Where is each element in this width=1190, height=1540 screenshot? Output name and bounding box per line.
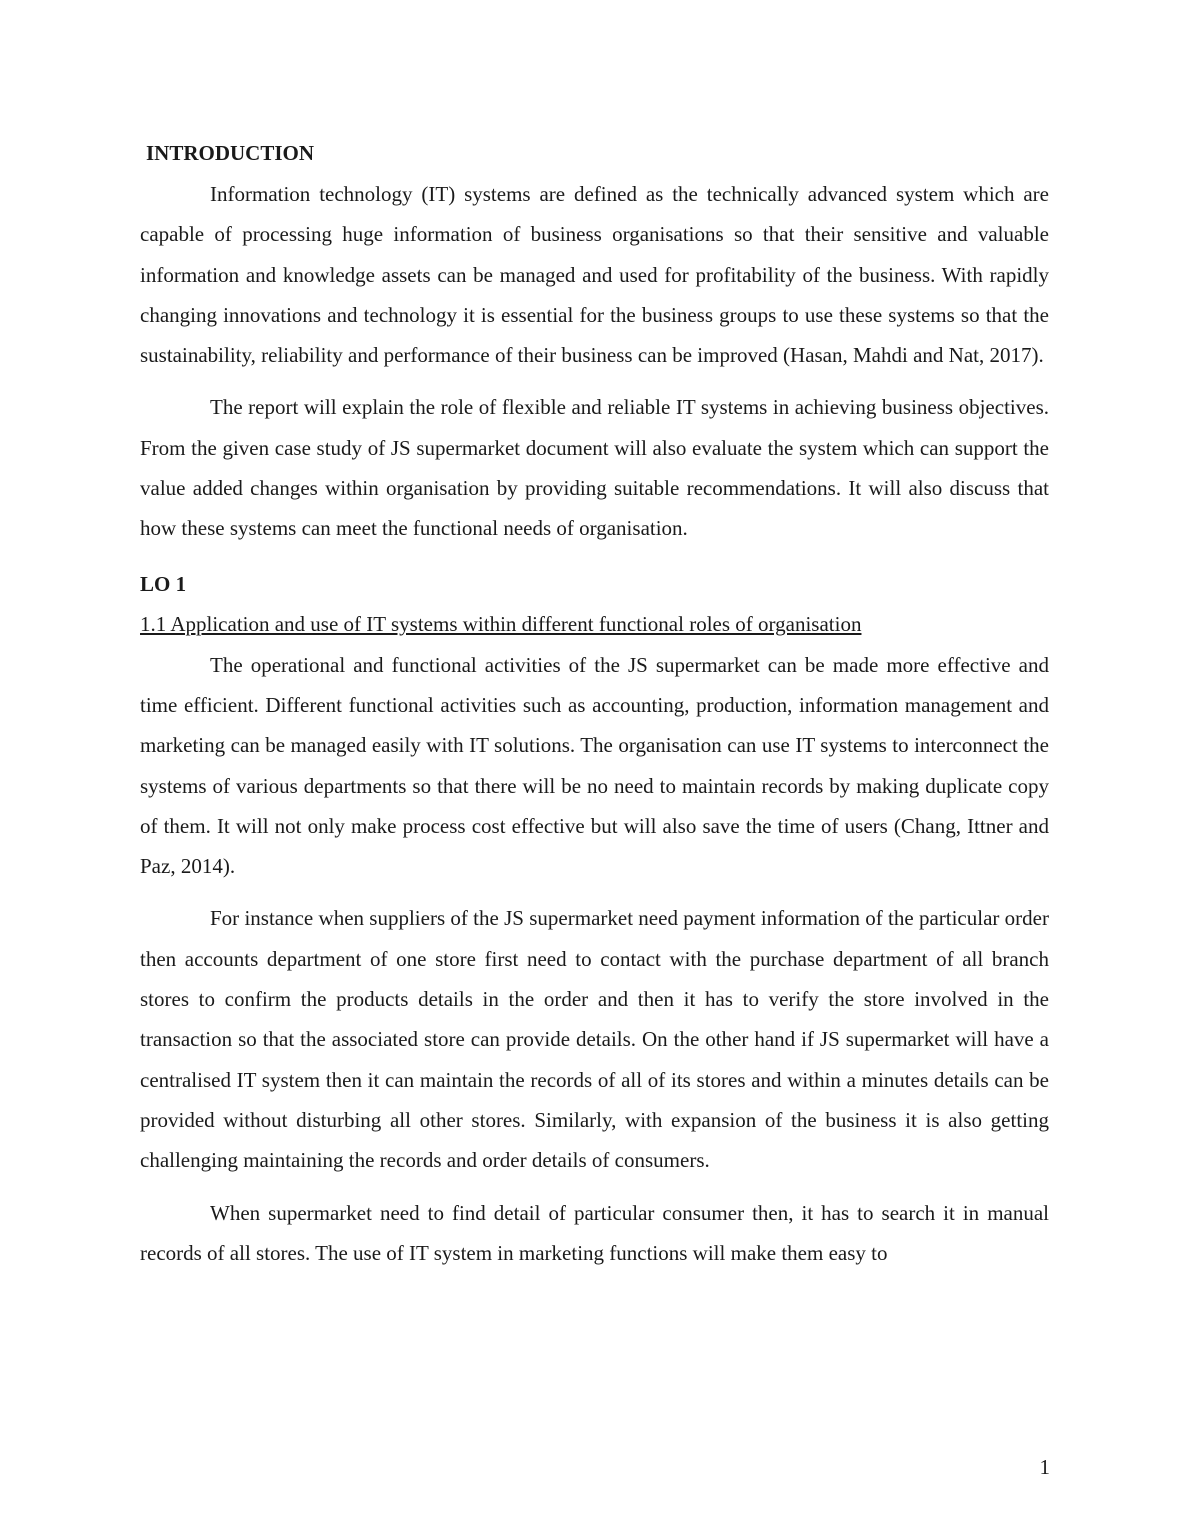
section-paragraph-2: For instance when suppliers of the JS supermarket need payment information of the particular order then accounts department of one store first need to contact with the purchase department of all branch stores to confirm the products details in the order and then it has to verify the store involved in the transaction so that the associated store can provide details. On the other hand if JS supermarket will have a centralised IT system then it can maintain the records of all of its stores and within a minutes details can be provided without disturbing all other stores. Similarly, with expansion of the business it is also getting challenging maintaining the records and order details of consumers.	[140, 906, 1049, 1173]
lo1-heading: LO 1	[140, 571, 187, 596]
introduction-heading: INTRODUCTION	[146, 141, 315, 165]
section-1-1-heading: 1.1 Application and use of IT systems within different functional roles of organisation	[140, 611, 862, 636]
intro-paragraph-2: The report will explain the role of flexible and reliable IT systems in achieving business objectives. From the given case study of JS supermarket document will also evaluate the system which can support the value added changes within organisation by providing suitable recommendations. It will also discuss that how these systems can meet the functional needs of organisation.	[140, 395, 1049, 541]
page-content	[140, 136, 1049, 1285]
page-number: 1	[1039, 1455, 1050, 1479]
section-paragraph-3: When supermarket need to find detail of particular consumer then, it has to search it in manual records of all stores. The use of IT system in marketing functions will make them easy to	[140, 1200, 1049, 1265]
intro-paragraph-1: Information technology (IT) systems are defined as the technically advanced system which are capable of processing huge information of business organisations so that their sensitive and valuable information and knowledge assets can be managed and used for profitability of the business. With rapidly changing innovations and technology it is essential for the business groups to use these systems so that the sustainability, reliability and performance of their business can be improved (Hasan, Mahdi and Nat, 2017).	[140, 182, 1049, 368]
section-paragraph-1: The operational and functional activities of the JS supermarket can be made more effective and time efficient. Different functional activities such as accounting, production, information management and marketing can be managed easily with IT solutions. The organisation can use IT systems to interconnect the systems of various departments so that there will be no need to maintain records by making duplicate copy of them. It will not only make process cost effective but will also save the time of users (Chang, Ittner and Paz, 2014).	[140, 652, 1049, 879]
